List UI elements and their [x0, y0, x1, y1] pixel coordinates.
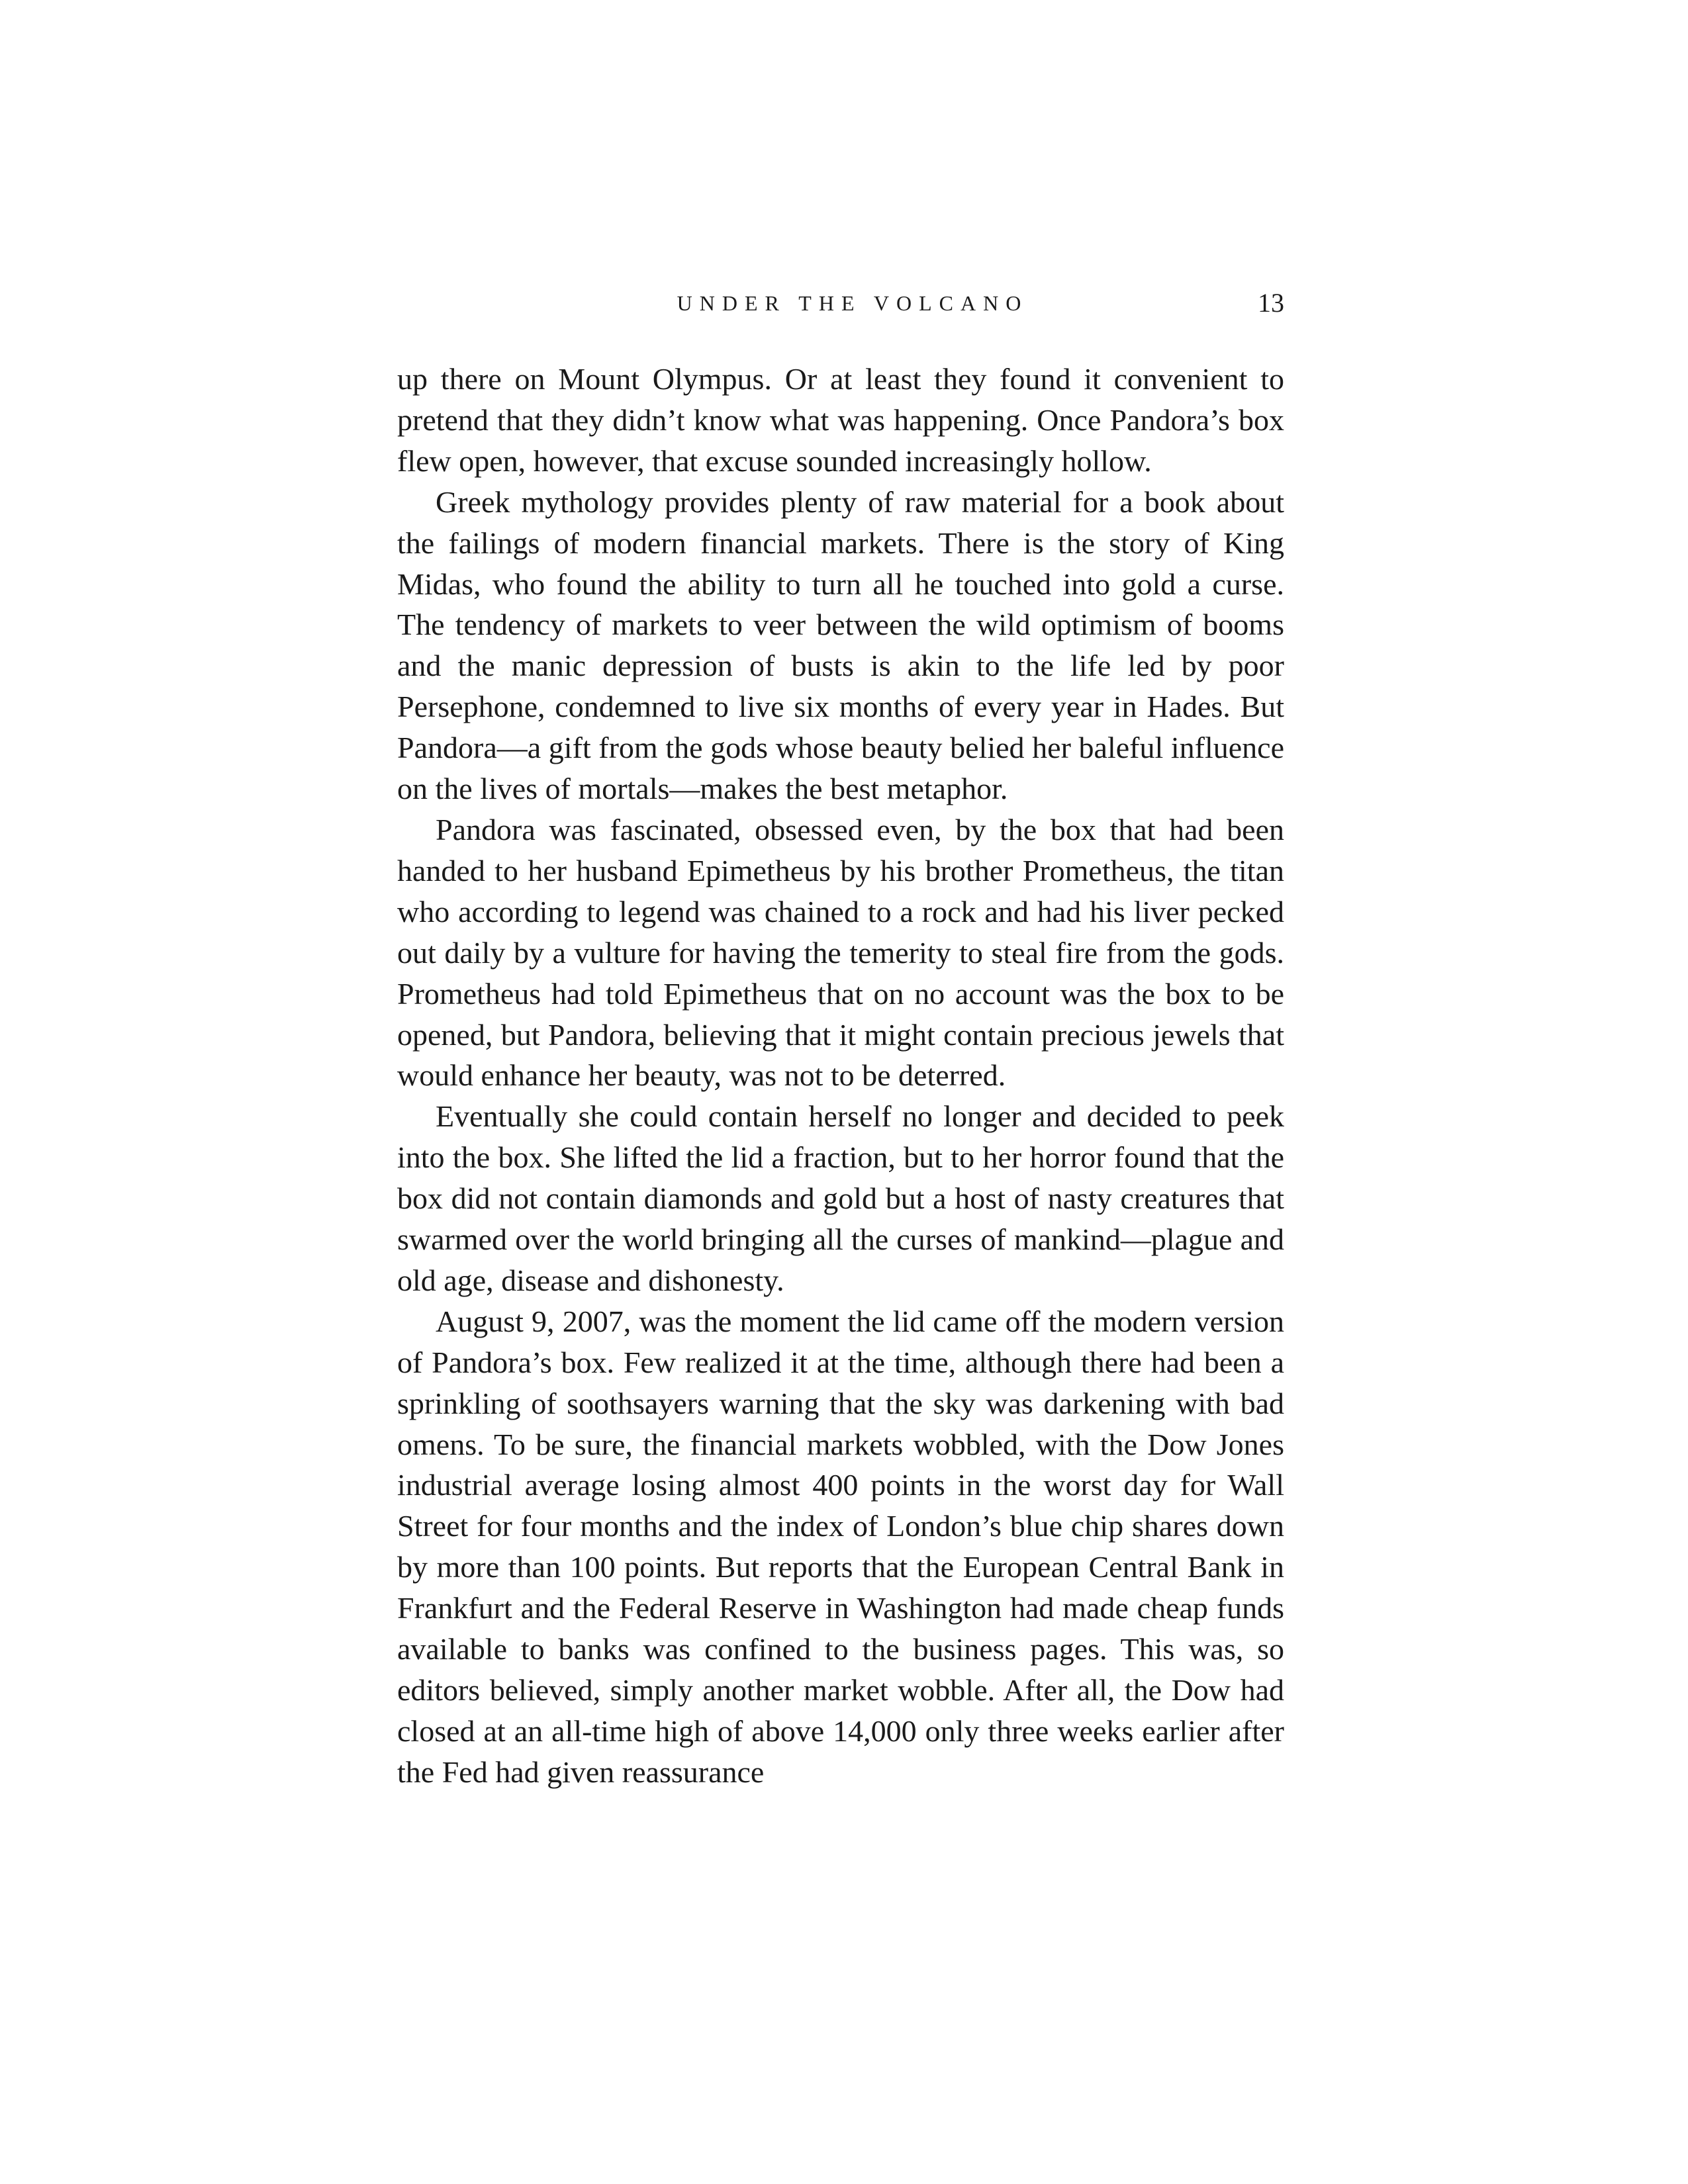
paragraph-continued: up there on Mount Olympus. Or at least they found it convenient to pretend that they didn’t know what was happening. Once Pandora’s box flew open, however, that excuse sounded increasingly hollow.: [397, 362, 1284, 478]
paragraph-greek-mythology: Greek mythology provides plenty of raw material for a book about the failings of modern financial markets. There is the story of King Midas, who found the ability to turn all he touched into gold a curse. The tendency of markets to veer between the wild optimism of booms and the manic depression of busts is akin to the life led by poor Persephone, condemned to live six months of every year in Hades. But Pandora—a gift from the gods whose beauty belied her baleful influence on the lives of mortals—makes the best metaphor.: [397, 484, 1284, 806]
paragraph-august-2007: August 9, 2007, was the moment the lid came off the modern version of Pandora’s box. Few realized it at the time, although there had been a sprinkling of soothsayers warning that the sky was darkening with bad omens. To be sure, the financial markets wobbled, with the Dow Jones industrial average losing almost 400 points in the worst day for Wall Street for four months and the index of London’s blue chip shares down by more than 100 points. But reports that the European Central Bank in Frankfurt and the Federal Reserve in Washington had made cheap funds available to banks was confined to the business pages. This was, so editors believed, simply another market wobble. After all, the Dow had closed at an all-time high of above 14,000 only three weeks earlier after the Fed had given reassurance: [397, 1304, 1284, 1789]
body-text: [397, 359, 1284, 1793]
page-number: 13: [1258, 288, 1284, 318]
running-head: [397, 283, 1284, 323]
paragraph-peek-into-box: Eventually she could contain herself no longer and decided to peek into the box. She lifted the lid a fraction, but to her horror found that the box did not contain diamonds and gold but a host of nasty creatures that swarmed over the world bringing all the curses of mankind—plague and old age, disease and dishonesty.: [397, 1099, 1284, 1297]
paragraph-pandora-fascinated: Pandora was fascinated, obsessed even, by the box that had been handed to her husband Epimetheus by his brother Prometheus, the titan who according to legend was chained to a rock and had his liver pecked out daily by a vulture for having the temerity to steal fire from the gods. Prometheus had told Epimetheus that on no account was the box to be opened, but Pandora, believing that it might contain precious jewels that would enhance her beauty, was not to be deterred.: [397, 812, 1284, 1093]
running-head-title: UNDER THE VOLCANO: [677, 291, 1029, 315]
